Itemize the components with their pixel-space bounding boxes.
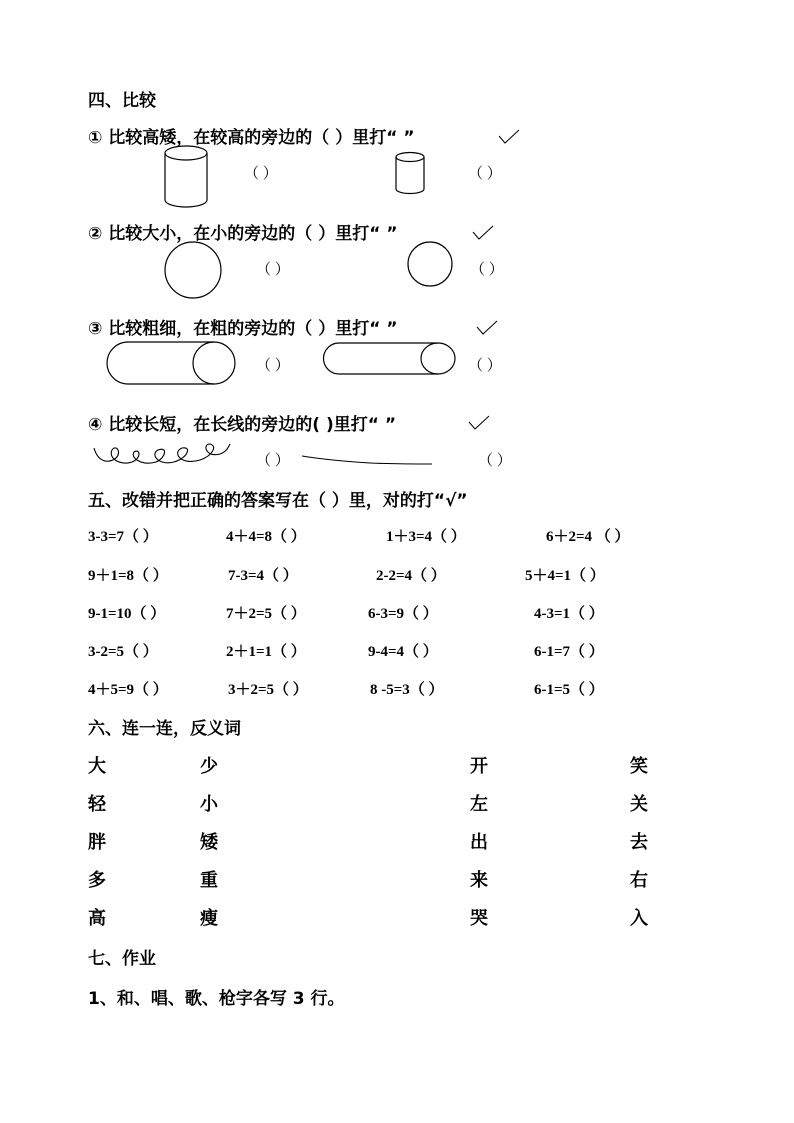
equation[interactable]: 6-1=7（ ） — [534, 644, 604, 660]
equation[interactable]: 9＋1=8（ ） — [88, 568, 168, 584]
checkmark-icon — [472, 224, 494, 242]
word[interactable]: 轻 — [88, 794, 106, 815]
short-cylinder — [393, 151, 429, 197]
word[interactable]: 少 — [200, 756, 218, 777]
word[interactable]: 出 — [470, 832, 488, 853]
straight-line — [300, 450, 434, 470]
word[interactable]: 多 — [88, 870, 106, 891]
word[interactable]: 大 — [88, 756, 106, 777]
equation[interactable]: 1＋3=4（ ） — [386, 529, 466, 545]
section4-heading: 四、比较 — [88, 91, 156, 111]
equation[interactable]: 7-3=4（ ） — [228, 568, 298, 584]
word[interactable]: 小 — [200, 794, 218, 815]
equation[interactable]: 9-4=4（ ） — [368, 644, 438, 660]
q3-bracket-b[interactable]: （ ） — [468, 358, 502, 374]
q2-instruction: ② 比较大小，在小的旁边的（ ）里打“ ” — [88, 224, 398, 244]
checkmark-icon — [498, 128, 520, 146]
q2-bracket-b[interactable]: （ ） — [470, 262, 504, 278]
word[interactable]: 重 — [200, 870, 218, 891]
equation[interactable]: 2-2=4（ ） — [376, 568, 446, 584]
word[interactable]: 开 — [470, 756, 488, 777]
q3-bracket-a[interactable]: （ ） — [256, 358, 290, 374]
word[interactable]: 来 — [470, 870, 488, 891]
section7-heading: 七、作业 — [88, 949, 156, 969]
q4-bracket-a[interactable]: （ ） — [256, 453, 290, 469]
q4-bracket-b[interactable]: （ ） — [478, 453, 512, 469]
q4-instruction: ④ 比较长短，在长线的旁边的( )里打“ ” — [88, 415, 397, 435]
big-circle — [162, 241, 224, 299]
word[interactable]: 矮 — [200, 832, 218, 853]
word[interactable]: 胖 — [88, 832, 106, 853]
equation[interactable]: 8 -5=3（ ） — [370, 682, 444, 698]
equation[interactable]: 3＋2=5（ ） — [228, 682, 308, 698]
word[interactable]: 去 — [630, 832, 648, 853]
q2-bracket-a[interactable]: （ ） — [256, 262, 290, 278]
word[interactable]: 右 — [630, 870, 648, 891]
equation[interactable]: 2＋1=1（ ） — [226, 644, 306, 660]
equation[interactable]: 9-1=10（ ） — [88, 606, 166, 622]
small-circle — [405, 240, 455, 288]
section6-heading: 六、连一连，反义词 — [88, 719, 241, 739]
q1-bracket-b[interactable]: （ ） — [468, 166, 502, 182]
homework-task: 1、和、唱、歌、枪字各写 3 行。 — [88, 989, 345, 1009]
equation[interactable]: 4-3=1（ ） — [534, 606, 604, 622]
curly-line — [92, 436, 232, 472]
q1-bracket-a[interactable]: （ ） — [244, 166, 278, 182]
word[interactable]: 左 — [470, 794, 488, 815]
equation[interactable]: 3-2=5（ ） — [88, 644, 158, 660]
thick-cylinder — [106, 340, 238, 386]
word[interactable]: 瘦 — [200, 908, 218, 929]
equation[interactable]: 5＋4=1（ ） — [525, 568, 605, 584]
equation[interactable]: 6＋2=4 （ ） — [546, 529, 630, 545]
q3-instruction: ③ 比较粗细，在粗的旁边的（ ）里打“ ” — [88, 319, 398, 339]
thin-cylinder — [322, 341, 458, 377]
section5-heading: 五、改错并把正确的答案写在（ ）里，对的打“√” — [88, 491, 468, 511]
equation[interactable]: 4＋4=8（ ） — [226, 529, 306, 545]
equation[interactable]: 4＋5=9（ ） — [88, 682, 168, 698]
q1-instruction: ① 比较高矮，在较高的旁边的（ ）里打“ ” — [88, 128, 415, 148]
word[interactable]: 高 — [88, 908, 106, 929]
checkmark-icon — [468, 414, 490, 432]
tall-cylinder — [162, 143, 210, 209]
equation[interactable]: 6-3=9（ ） — [368, 606, 438, 622]
word[interactable]: 关 — [630, 794, 648, 815]
word[interactable]: 哭 — [470, 908, 488, 929]
word[interactable]: 笑 — [630, 756, 648, 777]
equation[interactable]: 7＋2=5（ ） — [226, 606, 306, 622]
equation[interactable]: 3-3=7（ ） — [88, 529, 158, 545]
word[interactable]: 入 — [630, 908, 648, 929]
equation[interactable]: 6-1=5（ ） — [534, 682, 604, 698]
checkmark-icon — [476, 319, 498, 337]
